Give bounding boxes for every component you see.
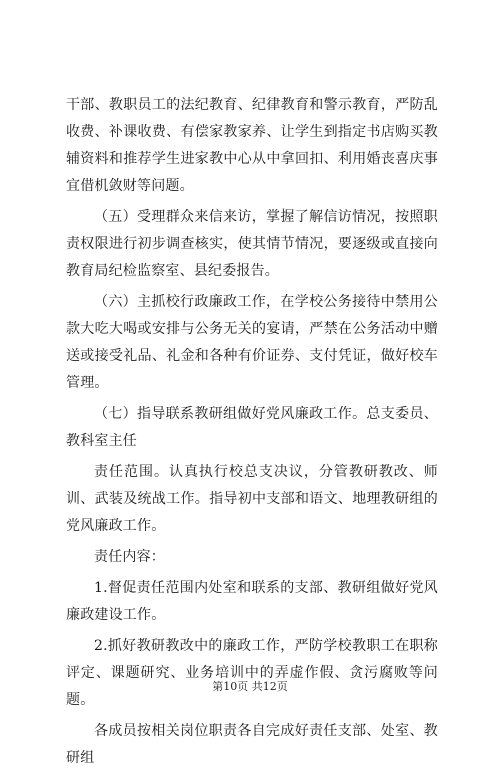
paragraph-duty-one: 1.督促责任范围内处室和联系的支部、教研组做好党风廉政建设工作。 (66, 580, 438, 623)
paragraph-item-seven: （七）指导联系教研组做好党风廉政工作。总支委员、教科室主任 (66, 406, 438, 449)
page-number-footer: 第10页 共12页 (212, 680, 288, 693)
paragraph-duty-two: 2.抓好教研教改中的廉政工作，严防学校教职工在职称评定、课题研究、业务培训中的弄虚作假、贪污腐败等问题。 (66, 638, 438, 708)
paragraph-responsibility-scope: 责任范围。认真执行校总支决议，分管教研教改、师训、武装及统战工作。指导初中支部和语文、地理教研组的党风廉政工作。 (66, 464, 438, 534)
paragraph-discipline-education: 干部、教职员工的法纪教育、纪律教育和警示教育，严防乱收费、补课收费、有偿家教家养、让学生到指定书店购买教辅资料和推荐学生进家教中心从中拿回扣、利用婚丧喜庆事宜借机敛财等问题。 (66, 97, 438, 194)
paragraph-members-duties: 各成员按相关岗位职责各自完成好责任支部、处室、教研组 (66, 723, 438, 766)
paragraph-responsibility-content-heading: 责任内容： (94, 549, 165, 565)
paragraph-item-five: （五）受理群众来信来访，掌握了解信访情况，按照职责权限进行初步调查核实，使其情节情况，要逐级或直接向教育局纪检监察室、县纪委报告。 (66, 209, 438, 279)
document-body (66, 92, 438, 776)
paragraph-item-six: （六）主抓校行政廉政工作，在学校公务接待中禁用公款大吃大喝或安排与公务无关的宴请，严禁在公务活动中赠送或接受礼品、礼金和各种有价证券、支付凭证，做好校车管理。 (66, 294, 438, 391)
